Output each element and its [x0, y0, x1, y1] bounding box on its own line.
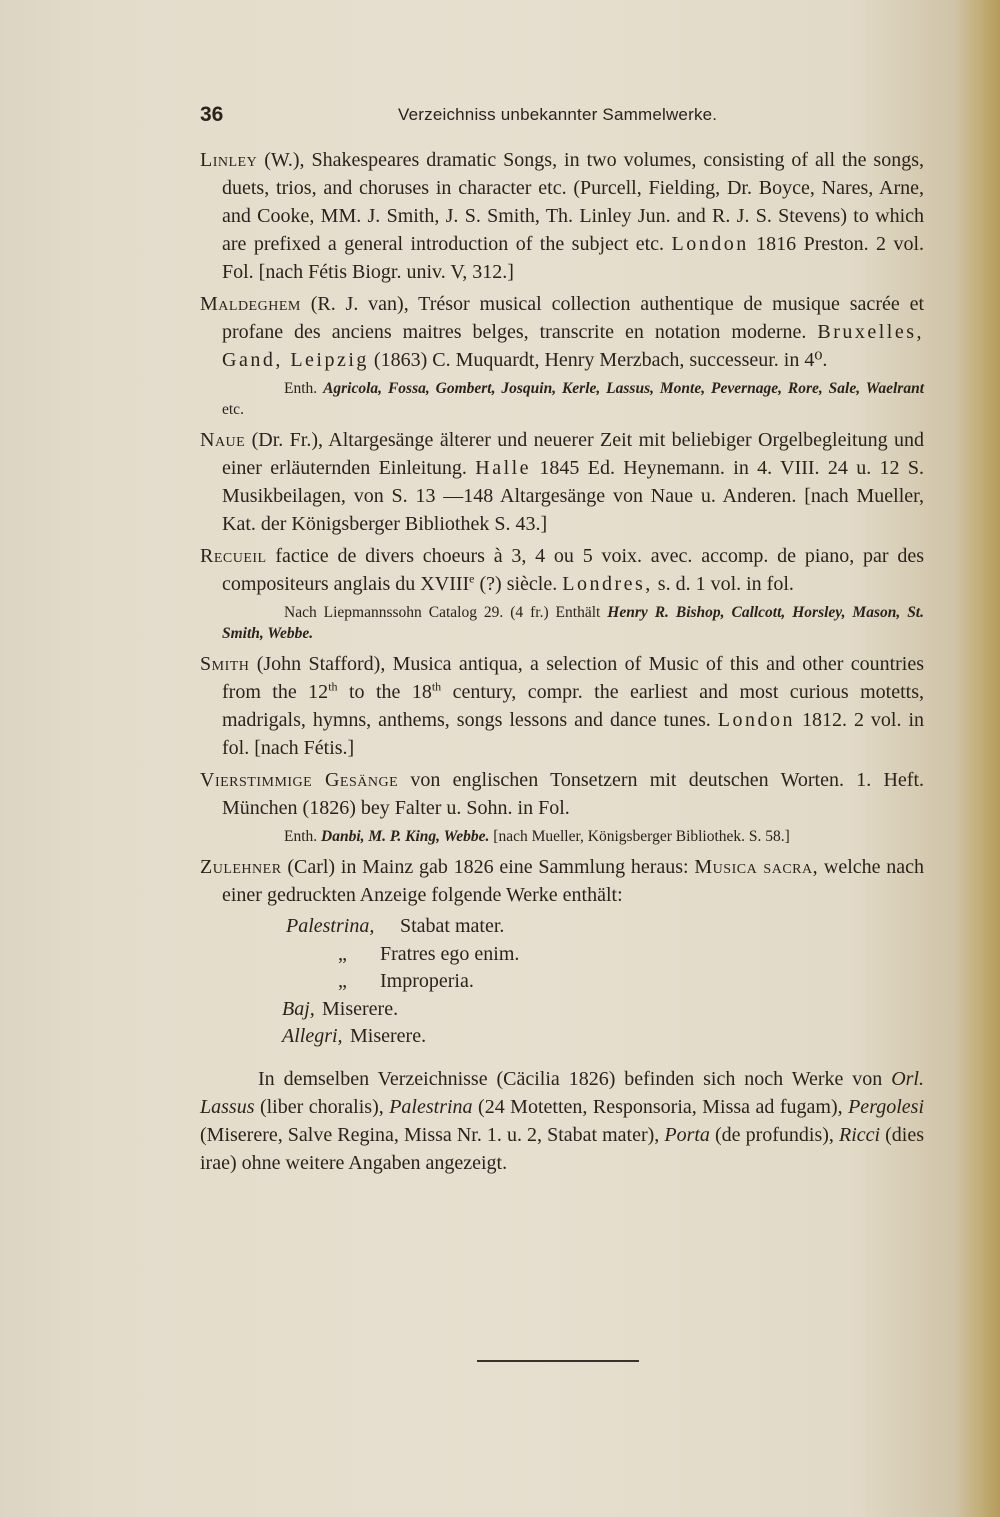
entry-naue [200, 426, 924, 538]
entry-text: von englischen Tonsetzern mit deutschen Worten. 1. Heft. München (1826) bey Falter u. Sohn. in Fol. [222, 769, 924, 819]
composer-name: Porta [664, 1123, 710, 1146]
composer-name: Orl. Lassus [200, 1067, 924, 1118]
work-title: Stabat mater. [400, 915, 505, 937]
running-title: Verzeichniss unbekannter Sammelwerke. [398, 105, 718, 124]
entry-key: Linley [200, 149, 258, 171]
work-composer: Baj, [282, 997, 315, 1020]
page-number: 36 [200, 103, 224, 126]
closing-text: In demselben Verzeichnisse (Cäcilia 1826) befinden sich noch Werke von [258, 1067, 883, 1090]
closing-rule [477, 1360, 639, 1362]
work-title: Improperia. [380, 970, 474, 992]
entry-imprint: 1812. 2 vol. in fol. [nach Fétis.] [222, 709, 925, 759]
entry-linley [200, 146, 924, 286]
note-suffix: [nach Mueller, Königsberger Bibliothek. S. 58.] [493, 828, 790, 845]
entry-note [200, 602, 924, 644]
note-names: Henry R. Bishop, Callcott, Horsley, Mason, St. Smith, Webbe. [222, 604, 924, 642]
note-prefix: Nach Liepmannssohn Catalog 29. (4 fr.) Enthält [284, 604, 601, 621]
closing-text: (liber choralis), [259, 1095, 384, 1118]
entry-imprint: s. d. 1 vol. in fol. [657, 573, 794, 595]
entry-place: London [671, 233, 749, 255]
note-names: Agricola, Fossa, Gombert, Josquin, Kerle, Lassus, Monte, Pevernage, Rore, Sale, Waelrant [323, 380, 925, 397]
work-composer: Allegri, [282, 1025, 343, 1047]
collection-title: Musica sacra, [694, 856, 819, 878]
entry-imprint: 1816 Preston. 2 vol. Fol. [nach Fétis Biogr. univ. V, 312.] [222, 233, 925, 283]
entry-text: (John Stafford), Musica antiqua, a selection of Music of this and other countries from the 12 [222, 653, 925, 703]
superscript: th [328, 679, 338, 694]
entry-key: Smith [200, 653, 250, 675]
work-title: Fratres ego enim. [380, 942, 520, 965]
work-title: Miserere. [322, 997, 399, 1020]
work-item [200, 941, 924, 969]
note-prefix: Enth. [284, 828, 318, 845]
entry-imprint: (1863) C. Muquardt, Henry Merzbach, successeur. in 4⁰. [373, 349, 828, 371]
entry-place: London [717, 709, 795, 731]
entry-text: welche nach einer gedruckten Anzeige folgende Werke enthält: [222, 856, 925, 906]
entry-maldeghem [200, 290, 924, 374]
page-header [200, 103, 930, 127]
work-title: Miserere. [350, 1025, 427, 1047]
entry-smith [200, 650, 924, 762]
entry-text: century, compr. the earliest and most curious motetts, madrigals, hymns, anthems, songs lessons and dance tunes. [222, 681, 925, 731]
works-list [200, 913, 924, 1051]
entry-key: Zulehner [200, 856, 282, 878]
entry-text: (W.), Shakespeares dramatic Songs, in two volumes, consisting of all the songs, duets, trios, and choruses in character etc. (Purcell, Fielding, Dr. Boyce, Nares, Arne, and Cooke, MM. J. Smith, J. S. Smith, Th. Linley Jun. and R. J. S. Stevens) to which are prefixed a general introduction of the subject etc. [222, 149, 925, 255]
composer-name: Pergolesi [848, 1095, 925, 1118]
entry-place: Halle [475, 457, 532, 479]
entry-text: (?) siècle. [479, 573, 558, 595]
entry-recueil [200, 542, 924, 598]
note-names: Danbi, M. P. King, Webbe. [321, 828, 490, 845]
note-prefix: Enth. [284, 380, 318, 397]
entry-text: factice de divers choeurs à 3, 4 ou 5 voix. avec. accomp. de piano, par des compositeurs anglais du XVIII [222, 545, 924, 595]
entry-text: (R. J. van), Trésor musical collection authentique de musique sacrée et profane des anciens maitres belges, transcrite en notation moderne. [222, 293, 925, 343]
entry-text: (Dr. Fr.), Altargesänge älterer und neuerer Zeit mit beliebiger Orgelbegleitung und einer erläuternden Einleitung. [222, 429, 924, 479]
closing-text: (24 Motetten, Responsoria, Missa ad fugam), [478, 1095, 843, 1118]
page-edge-shadow [954, 0, 1000, 1517]
closing-paragraph [200, 1065, 924, 1177]
ditto-mark: „ [338, 942, 347, 965]
work-item [200, 913, 924, 941]
work-item [200, 1023, 924, 1051]
entry-place: Londres, [562, 573, 653, 595]
entry-text: (Carl) in Mainz gab 1826 eine Sammlung heraus: [287, 856, 689, 878]
body-text [200, 146, 924, 1177]
closing-text: (dies irae) ohne weitere Angaben angezeigt. [200, 1123, 925, 1174]
work-item [200, 968, 924, 996]
entry-place: Bruxelles, Gand, Leipzig [222, 321, 925, 371]
entry-key: Vierstimmige Gesänge [200, 769, 399, 791]
entry-key: Recueil [200, 545, 267, 567]
entry-zulehner [200, 853, 924, 909]
composer-name: Ricci [838, 1123, 881, 1146]
entry-imprint: 1845 Ed. Heynemann. in 4. VIII. 24 u. 12 S. Musikbeilagen, von S. 13 —148 Altargesänge von Naue u. Anderen. [nach Mueller, Kat. der Königsberger Bibliothek S. 43.] [222, 457, 925, 535]
entry-key: Maldeghem [200, 293, 301, 315]
ditto-mark: „ [338, 970, 347, 992]
composer-name: Palestrina [389, 1095, 473, 1118]
entry-note [200, 826, 924, 847]
entry-note [200, 378, 924, 420]
superscript: e [469, 571, 475, 586]
closing-text: (Miserere, Salve Regina, Missa Nr. 1. u. 2, Stabat mater), [200, 1123, 660, 1146]
superscript: th [431, 679, 442, 694]
entry-key: Naue [200, 429, 246, 451]
entry-text: to the 18 [348, 681, 432, 703]
work-composer: Palestrina, [286, 915, 375, 937]
entry-vierstimmige [200, 766, 924, 822]
work-item [200, 996, 924, 1024]
note-suffix: etc. [222, 401, 244, 418]
closing-text: (de profundis), [715, 1123, 834, 1146]
